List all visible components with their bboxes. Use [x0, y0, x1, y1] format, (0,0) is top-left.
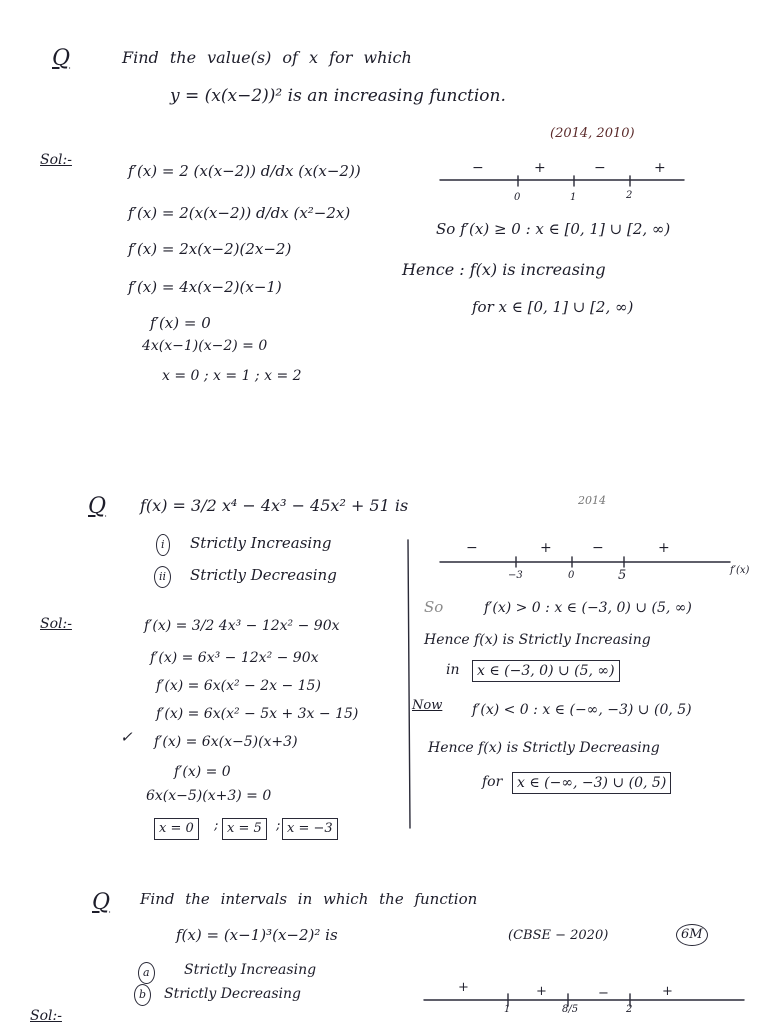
- q2-decreasing-for: for: [482, 774, 503, 790]
- q1-sign-1: −: [472, 160, 484, 176]
- q3-tick-2: 2: [626, 1004, 633, 1015]
- q3-source: (CBSE − 2020): [508, 928, 609, 943]
- q2-root-separator-1: ;: [214, 818, 219, 833]
- q3-tick-8-5: 8/5: [562, 1004, 579, 1015]
- q2-sign-2: +: [540, 540, 552, 556]
- q2-solution-label: Sol:-: [40, 616, 72, 632]
- q2-step-4: f′(x) = 6x(x² − 5x + 3x − 15): [156, 706, 359, 722]
- q2-so-word: So: [424, 598, 444, 616]
- q2-decreasing-condition: f′(x) < 0 : x ∈ (−∞, −3) ∪ (0, 5): [472, 702, 692, 718]
- q2-part-ii-number: ii: [154, 566, 171, 588]
- q2-decreasing-answer-box: x ∈ (−∞, −3) ∪ (0, 5): [512, 772, 671, 794]
- q3-part-a: Strictly Increasing: [184, 962, 317, 978]
- q1-step-2: f′(x) = 2(x(x−2)) d/dx (x²−2x): [128, 204, 351, 222]
- q1-step-6: 4x(x−1)(x−2) = 0: [142, 338, 268, 354]
- q1-step-1: f′(x) = 2 (x(x−2)) d/dx (x(x−2)): [128, 162, 361, 180]
- q2-tick-0: 0: [568, 570, 575, 581]
- q2-step-2: f′(x) = 6x³ − 12x² − 90x: [150, 650, 319, 666]
- q2-equation: f(x) = 3/2 x⁴ − 4x³ − 45x² + 51 is: [140, 496, 409, 515]
- q3-part-b: Strictly Decreasing: [164, 986, 302, 1002]
- q1-tick-2: 2: [626, 190, 633, 201]
- q2-step-7: 6x(x−5)(x+3) = 0: [146, 788, 272, 804]
- q1-title: Find the value(s) of x for which: [122, 48, 412, 67]
- q2-check-mark: ✓: [120, 728, 133, 746]
- q2-root-box-2: x = 5: [222, 818, 267, 840]
- q1-conclusion-condition: So f′(x) ≥ 0 : x ∈ [0, 1] ∪ [2, ∞): [436, 220, 671, 238]
- q3-marks-badge: 6M: [676, 924, 708, 946]
- q3-part-a-number: a: [138, 962, 155, 984]
- q1-step-3: f′(x) = 2x(x−2)(2x−2): [128, 240, 292, 258]
- q1-sign-2: +: [534, 160, 546, 176]
- q2-step-3: f′(x) = 6x(x² − 2x − 15): [156, 678, 321, 694]
- q3-sign-2: +: [536, 984, 547, 999]
- q2-sign-1: −: [466, 540, 478, 556]
- q1-step-7: x = 0 ; x = 1 ; x = 2: [162, 368, 302, 384]
- q1-step-5: f′(x) = 0: [150, 314, 211, 332]
- q2-now-word: Now: [412, 698, 443, 713]
- q1-equation: y = (x(x−2))² is an increasing function.: [170, 86, 506, 106]
- q2-marker: Q: [88, 494, 107, 519]
- q3-part-b-number: b: [134, 984, 151, 1006]
- q2-root-box-1: x = 0: [154, 818, 199, 840]
- q3-sign-3: −: [598, 986, 609, 1001]
- q1-solution-label: Sol:-: [40, 152, 72, 168]
- q2-decreasing-statement: Hence f(x) is Strictly Decreasing: [428, 740, 660, 756]
- q1-step-4: f′(x) = 4x(x−2)(x−1): [128, 278, 282, 296]
- q2-sign-3: −: [592, 540, 604, 556]
- q1-marker: Q: [52, 46, 71, 71]
- q3-solution-label: Sol:-: [30, 1008, 62, 1024]
- q2-step-5: f′(x) = 6x(x−5)(x+3): [154, 734, 298, 750]
- q3-marker: Q: [92, 890, 111, 915]
- q2-step-6: f′(x) = 0: [174, 764, 231, 780]
- q2-root-separator-2: ;: [276, 818, 281, 833]
- q2-increasing-in: in: [446, 662, 460, 678]
- q3-equation: f(x) = (x−1)³(x−2)² is: [176, 926, 338, 944]
- q2-divider-line: [408, 540, 410, 828]
- q2-axis-label: f′(x): [730, 565, 750, 576]
- q1-conclusion-interval: for x ∈ [0, 1] ∪ [2, ∞): [472, 298, 634, 316]
- q2-tick-neg3: −3: [508, 570, 523, 581]
- q1-source: (2014, 2010): [550, 126, 635, 141]
- q2-part-ii: Strictly Decreasing: [190, 566, 337, 584]
- q2-increasing-statement: Hence f(x) is Strictly Increasing: [424, 632, 651, 648]
- q2-increasing-answer-box: x ∈ (−3, 0) ∪ (5, ∞): [472, 660, 620, 682]
- q3-sign-1: +: [458, 980, 469, 995]
- q1-tick-0: 0: [514, 192, 521, 203]
- q3-title: Find the intervals in which the function: [140, 890, 478, 908]
- q1-tick-1: 1: [570, 192, 577, 203]
- q2-source: 2014: [578, 494, 606, 507]
- q1-conclusion-statement: Hence : f(x) is increasing: [402, 260, 606, 279]
- q2-increasing-condition: f′(x) > 0 : x ∈ (−3, 0) ∪ (5, ∞): [484, 600, 692, 616]
- q2-part-i-number: i: [156, 534, 170, 556]
- q2-root-box-3: x = −3: [282, 818, 338, 840]
- q2-step-1: f′(x) = 3/2 4x³ − 12x² − 90x: [144, 618, 340, 634]
- q3-sign-4: +: [662, 984, 673, 999]
- q2-tick-5: 5: [618, 568, 627, 583]
- q2-sign-4: +: [658, 540, 670, 556]
- q2-part-i: Strictly Increasing: [190, 534, 332, 552]
- q1-sign-3: −: [594, 160, 606, 176]
- q3-tick-1: 1: [504, 1004, 511, 1015]
- q1-sign-4: +: [654, 160, 666, 176]
